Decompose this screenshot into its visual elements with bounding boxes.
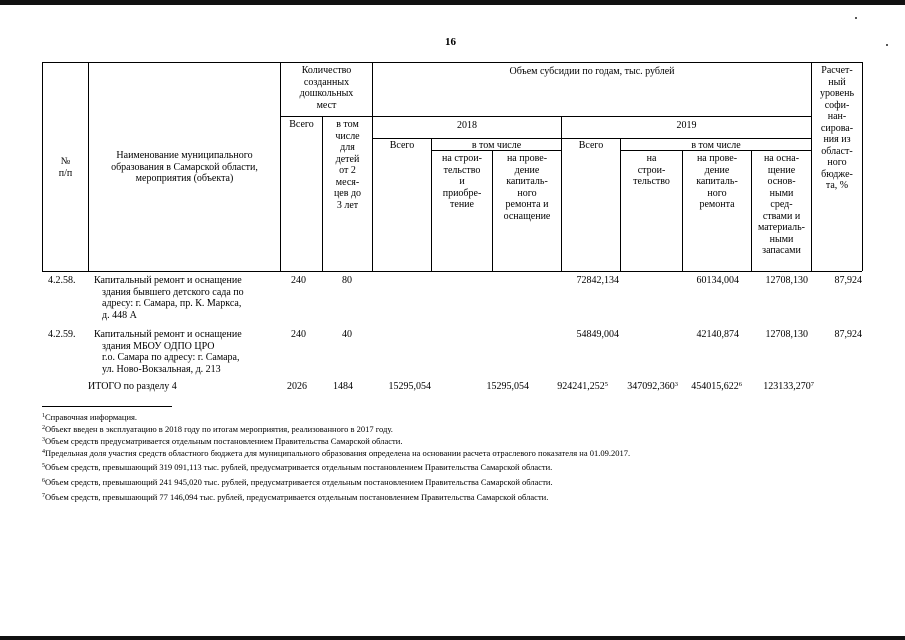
total-repair-2019: 454015,622$^6$ bbox=[691, 381, 742, 392]
header-rule bbox=[372, 138, 811, 139]
header-2019-including: в том числе bbox=[691, 140, 741, 151]
footnote: $^7$Объем средств, превышающий 77 146,094 тыс. рублей, предусматривается отдельным постановлением Правительства Самарской области. bbox=[42, 492, 549, 502]
header-2018-construction: на строи- тельство и приобре- тение bbox=[442, 153, 482, 210]
scan-speck bbox=[855, 17, 857, 19]
col-rule bbox=[372, 62, 373, 271]
footnote: $^3$Объем средств предусматривается отдельным постановлением Правительства Самарской области. bbox=[42, 436, 403, 446]
header-2019-total: Всего bbox=[578, 140, 604, 151]
header-2018-including: в том числе bbox=[471, 140, 522, 151]
row-repair-2019: 60134,004 bbox=[696, 275, 739, 286]
header-level: Расчет- ный уровень софи- нан- сирова- ния из област- ного бюдже- та, % bbox=[819, 65, 854, 191]
row-repair-2019: 42140,874 bbox=[696, 329, 739, 340]
header-2018-total: Всего bbox=[389, 140, 415, 151]
header-name: Наименование муниципального образования в Самарской области, мероприятия (объекта) bbox=[111, 150, 258, 184]
header-2019-repair: на прове- дение капиталь- ного ремонта bbox=[696, 153, 738, 210]
row-total-2019: 72842,134 bbox=[576, 275, 619, 286]
page-number: 16 bbox=[445, 36, 456, 48]
row-number: 4.2.59. bbox=[48, 329, 76, 340]
header-places-total: Всего bbox=[289, 119, 314, 130]
table-border-top bbox=[42, 62, 862, 63]
row-equipment-2019: 12708,130 bbox=[765, 275, 808, 286]
row-level: 87,924 bbox=[834, 329, 862, 340]
footnote: $^5$Объем средств, превышающий 319 091,113 тыс. рублей, предусматривается отдельным постановлением Правительства Самарской области. bbox=[42, 462, 553, 472]
footnote: $^6$Объем средств, превышающий 241 945,020 тыс. рублей, предусматривается отдельным постановлением Правительства Самарской области. bbox=[42, 477, 553, 487]
header-year-2019: 2019 bbox=[676, 120, 697, 131]
row-places-total: 240 bbox=[291, 275, 306, 286]
header-places-under3: в том числе для детей от 2 меся- цев до 3 лет bbox=[333, 119, 362, 211]
row-places-under3: 40 bbox=[342, 329, 352, 340]
row-equipment-2019: 12708,130 bbox=[765, 329, 808, 340]
total-places-under3: 1484 bbox=[333, 381, 353, 392]
footnote: $^2$Объект введен в эксплуатацию в 2018 году по итогам мероприятия, реализованного в 2017 году. bbox=[42, 424, 393, 434]
total-places: 2026 bbox=[287, 381, 307, 392]
row-places-under3: 80 bbox=[342, 275, 352, 286]
scan-bottom-border bbox=[0, 636, 905, 640]
total-construction-2019: 347092,360$^3$ bbox=[627, 381, 678, 392]
row-name: Капитальный ремонт и оснащение здания МБОУ ОДПО ЦРО г.о. Самара по адресу: г. Самара, ул. Ново-Вокзальная, д. 213 bbox=[94, 329, 242, 375]
total-repair-2018: 15295,054 bbox=[486, 381, 529, 392]
header-2019-construction: на строи- тельство bbox=[633, 153, 670, 187]
header-year-2018: 2018 bbox=[457, 120, 477, 131]
header-bottom-rule bbox=[42, 271, 862, 272]
total-label: ИТОГО по разделу 4 bbox=[88, 381, 177, 392]
row-places-total: 240 bbox=[291, 329, 306, 340]
row-name: Капитальный ремонт и оснащение здания бывшего детского сада по адресу: г. Самара, пр. К. Маркса, д. 448 А bbox=[94, 275, 244, 321]
footnote: $^4$Предельная доля участия средств областного бюджета для муниципального образования определена на основании расчета отраслевого показателя на 01.09.2017. bbox=[42, 448, 631, 458]
header-num: № п/п bbox=[58, 156, 73, 179]
header-2018-repair: на прове- дение капиталь- ного ремонта и оснащение bbox=[503, 153, 551, 222]
scan-top-border bbox=[0, 0, 905, 5]
col-rule bbox=[862, 62, 863, 271]
header-2019-equipment: на осна- щение основ- ными сред- ствами и материаль- ными запасами bbox=[757, 153, 805, 256]
scan-speck bbox=[886, 44, 888, 46]
footnote-separator bbox=[42, 406, 172, 407]
header-rule bbox=[280, 116, 811, 117]
row-total-2019: 54849,004 bbox=[576, 329, 619, 340]
header-places-group: Количество созданных дошкольных мест bbox=[299, 65, 354, 111]
total-equipment-2019: 123133,270$^7$ bbox=[763, 381, 814, 392]
header-subsidy-group: Объем субсидии по годам, тыс. рублей bbox=[509, 66, 675, 77]
row-number: 4.2.58. bbox=[48, 275, 76, 286]
footnote: $^1$Справочная информация. bbox=[42, 412, 138, 422]
row-level: 87,924 bbox=[834, 275, 862, 286]
total-2019: 924241,252$^5$ bbox=[557, 381, 608, 392]
total-2018: 15295,054 bbox=[388, 381, 431, 392]
